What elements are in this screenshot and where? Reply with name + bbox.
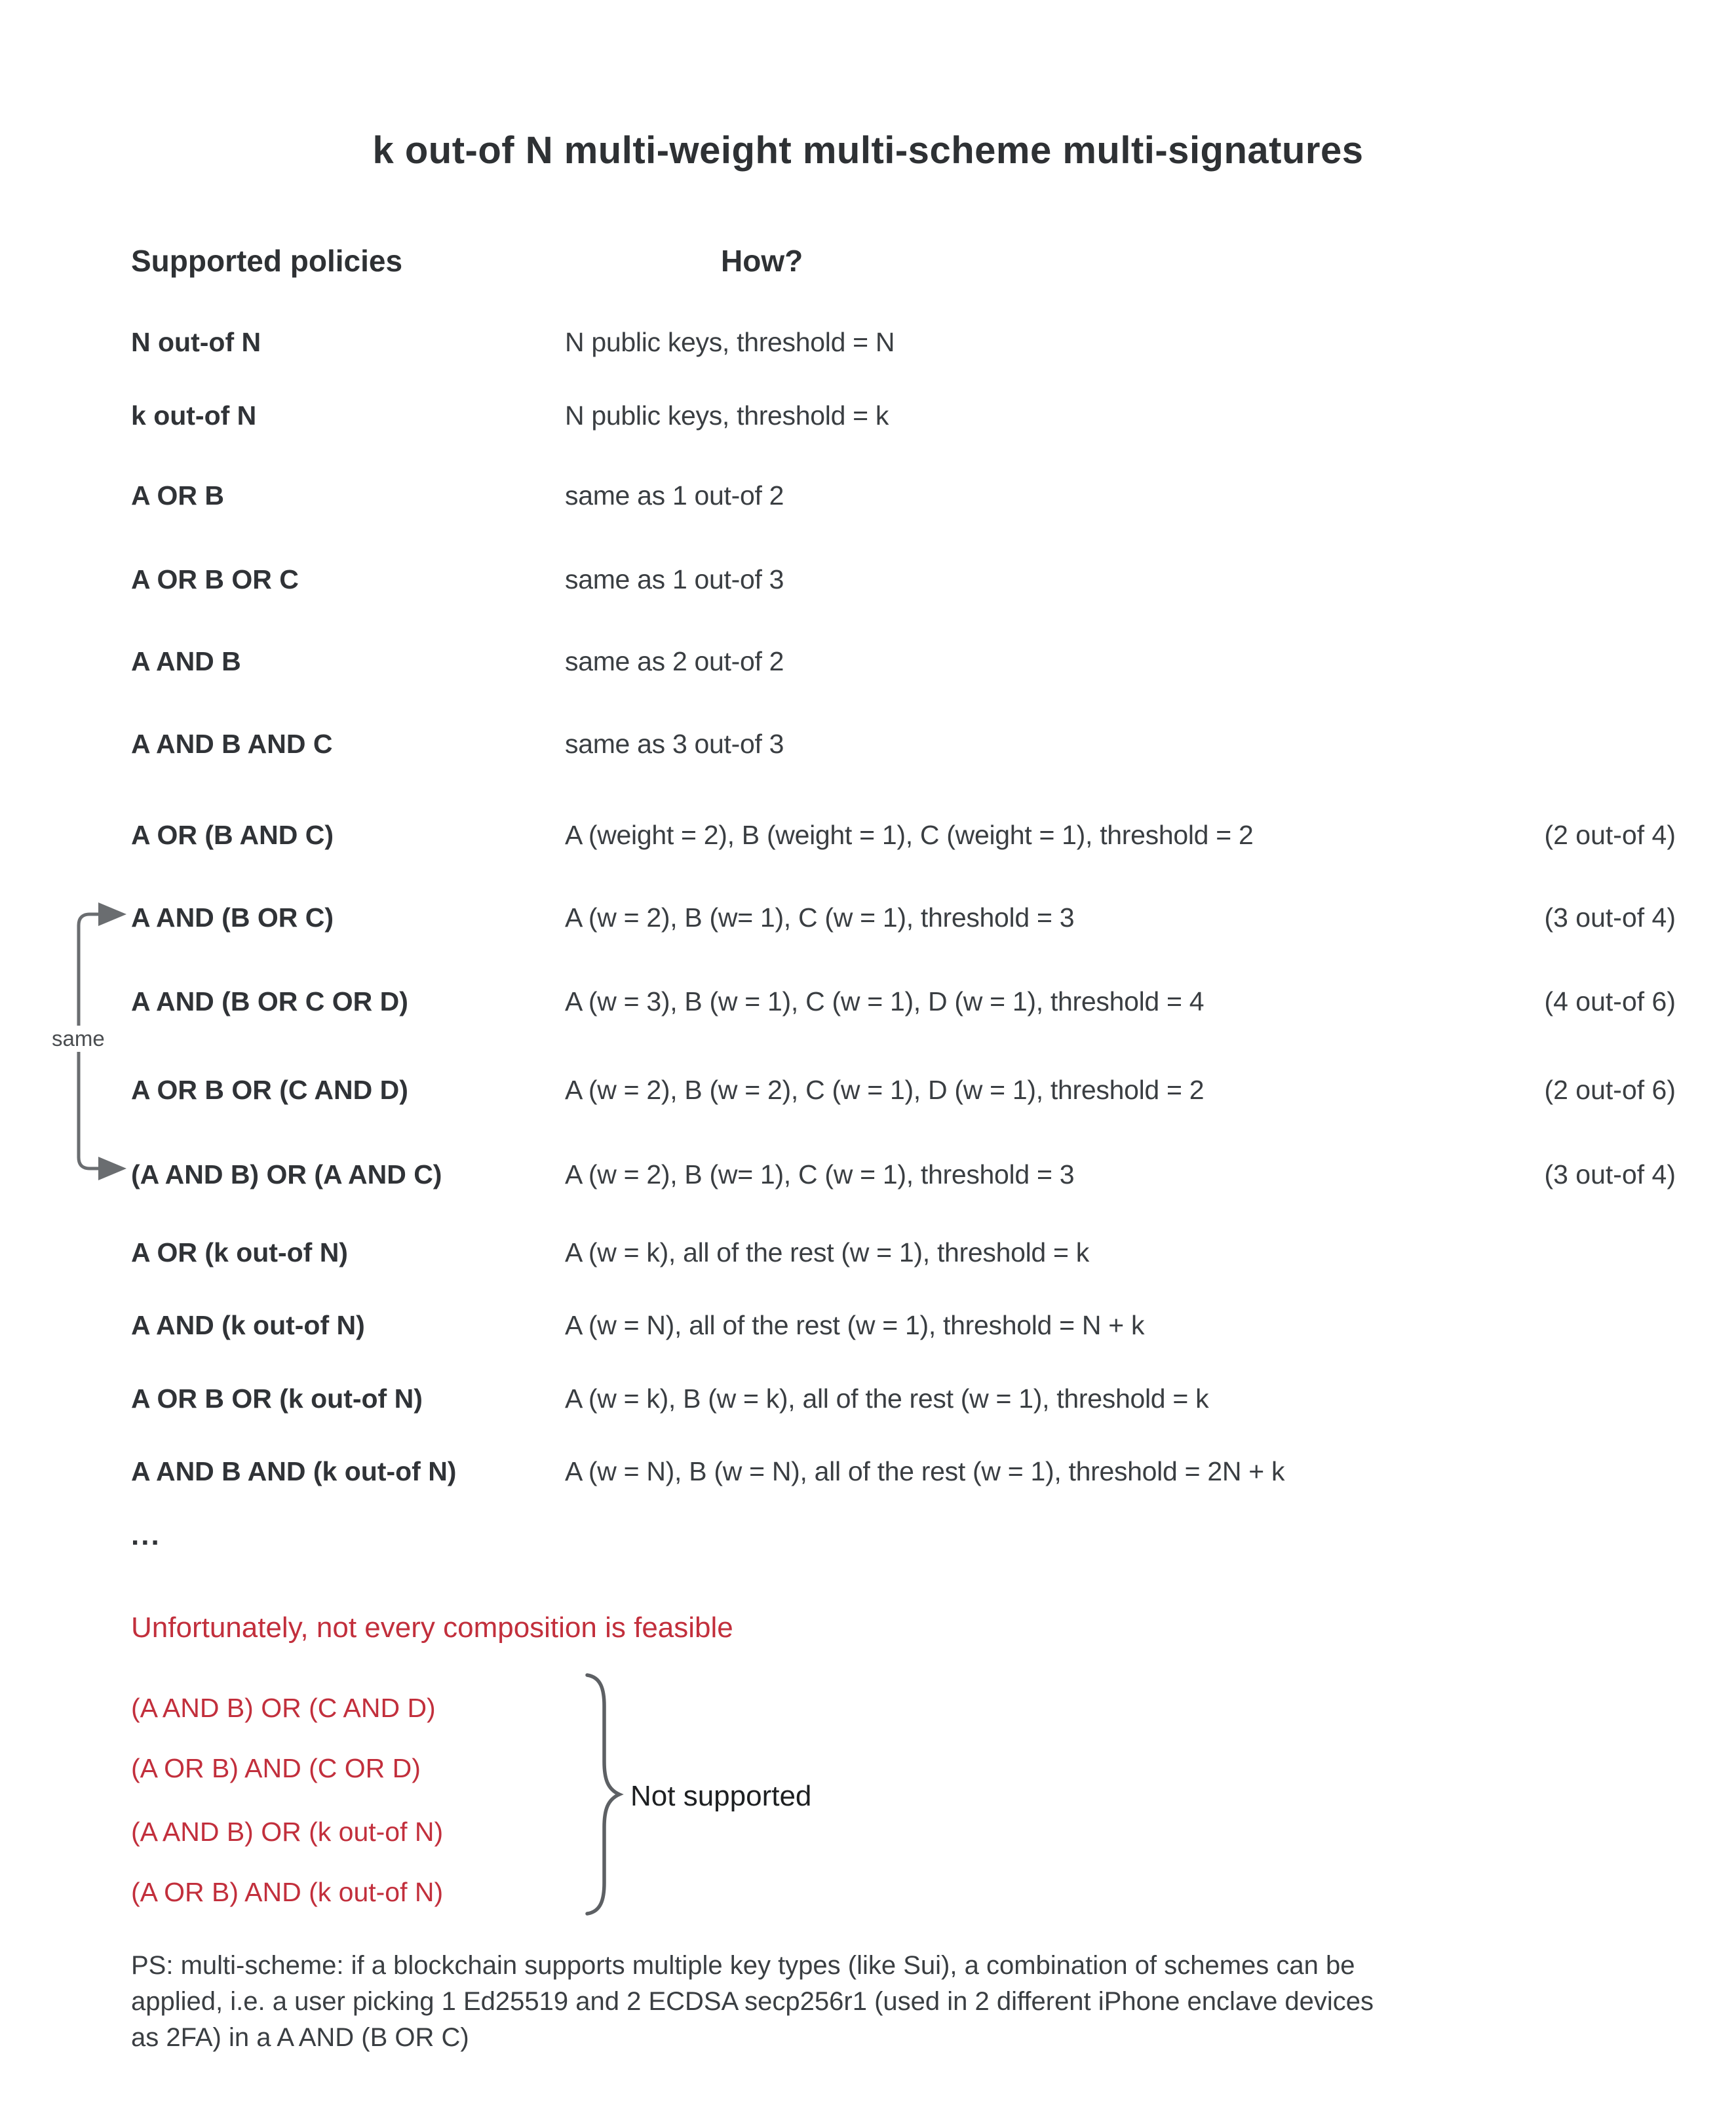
footnote-line: as 2FA) in a A AND (B OR C) (131, 2023, 469, 2052)
how-cell: same as 1 out-of 3 (565, 564, 784, 594)
how-cell: A (w = N), B (w = N), all of the rest (w = 1), threshold = 2N + k (565, 1456, 1285, 1486)
ellipsis-text: ... (131, 1519, 161, 1551)
table-row (0, 819, 1736, 851)
how-cell: A (w = 2), B (w = 2), C (w = 1), D (w = 1), threshold = 2 (565, 1075, 1205, 1105)
how-cell: A (w = k), all of the rest (w = 1), threshold = k (565, 1237, 1089, 1267)
policy-cell: A AND B AND (k out-of N) (131, 1456, 457, 1486)
table-row (0, 645, 1736, 678)
policy-cell: A OR B (131, 480, 224, 511)
how-cell: A (weight = 2), B (weight = 1), C (weight = 1), threshold = 2 (565, 820, 1254, 850)
table-row (0, 1073, 1736, 1106)
not-supported-label: Not supported (630, 1780, 812, 1812)
table-row (0, 1236, 1736, 1269)
policy-cell: A OR (k out-of N) (131, 1237, 348, 1267)
policy-cell: A AND B (131, 646, 241, 676)
how-cell: N public keys, threshold = N (565, 327, 895, 357)
list-item: (A AND B) OR (C AND D) (131, 1693, 436, 1723)
policy-cell: (A AND B) OR (A AND C) (131, 1159, 442, 1189)
note-cell: (3 out-of 4) (1544, 902, 1676, 933)
policy-cell: k out-of N (131, 400, 257, 431)
table-row (0, 727, 1736, 760)
policy-cell: A OR (B AND C) (131, 820, 334, 850)
footnote (131, 1948, 1691, 2056)
how-cell: same as 1 out-of 2 (565, 480, 784, 511)
how-cell: A (w = 3), B (w = 1), C (w = 1), D (w = 1), threshold = 4 (565, 986, 1205, 1016)
policy-cell: N out-of N (131, 327, 261, 357)
note-cell: (3 out-of 4) (1544, 1159, 1676, 1189)
note-cell: (2 out-of 6) (1544, 1075, 1676, 1105)
note-cell: (4 out-of 6) (1544, 986, 1676, 1016)
how-cell: N public keys, threshold = k (565, 400, 889, 431)
footnote-line: PS: multi-scheme: if a blockchain supports multiple key types (like Sui), a combination of schemes can be (131, 1951, 1355, 1980)
table-row (0, 985, 1736, 1018)
how-cell: A (w = k), B (w = k), all of the rest (w = 1), threshold = k (565, 1383, 1209, 1414)
list-item: (A OR B) AND (k out-of N) (131, 1877, 444, 1907)
table-row (0, 399, 1736, 432)
policy-cell: A AND B AND C (131, 729, 333, 759)
table-row (0, 479, 1736, 512)
not-supported-brace-icon (587, 1675, 619, 1914)
table-row (0, 1455, 1736, 1488)
same-label: same (48, 1026, 109, 1052)
infeasible-heading: Unfortunately, not every composition is feasible (131, 1612, 733, 1644)
how-cell: A (w = 2), B (w= 1), C (w = 1), threshold = 3 (565, 1159, 1075, 1189)
policy-cell: A OR B OR C (131, 564, 299, 594)
table-row (0, 1309, 1736, 1342)
policy-cell: A AND (B OR C) (131, 902, 334, 933)
policies-column-header: Supported policies (131, 244, 403, 278)
table-row (0, 901, 1736, 934)
how-cell: same as 3 out-of 3 (565, 729, 784, 759)
policy-cell: A OR B OR (C AND D) (131, 1075, 408, 1105)
table-row (0, 1382, 1736, 1415)
policy-cell: A OR B OR (k out-of N) (131, 1383, 423, 1414)
footnote-line: applied, i.e. a user picking 1 Ed25519 and 2 ECDSA secp256r1 (used in 2 different iPhone enclave devices (131, 1987, 1374, 2016)
note-cell: (2 out-of 4) (1544, 820, 1676, 850)
how-cell: A (w = 2), B (w= 1), C (w = 1), threshold = 3 (565, 902, 1075, 933)
how-column-header: How? (721, 244, 803, 278)
page-title: k out-of N multi-weight multi-scheme multi-signatures (372, 129, 1364, 172)
how-cell: A (w = N), all of the rest (w = 1), threshold = N + k (565, 1310, 1145, 1340)
list-item: (A OR B) AND (C OR D) (131, 1753, 421, 1783)
table-row (0, 1158, 1736, 1191)
policy-cell: A AND (B OR C OR D) (131, 986, 408, 1016)
table-row (0, 326, 1736, 358)
list-item: (A AND B) OR (k out-of N) (131, 1817, 444, 1847)
table-row (0, 563, 1736, 596)
how-cell: same as 2 out-of 2 (565, 646, 784, 676)
policy-cell: A AND (k out-of N) (131, 1310, 365, 1340)
